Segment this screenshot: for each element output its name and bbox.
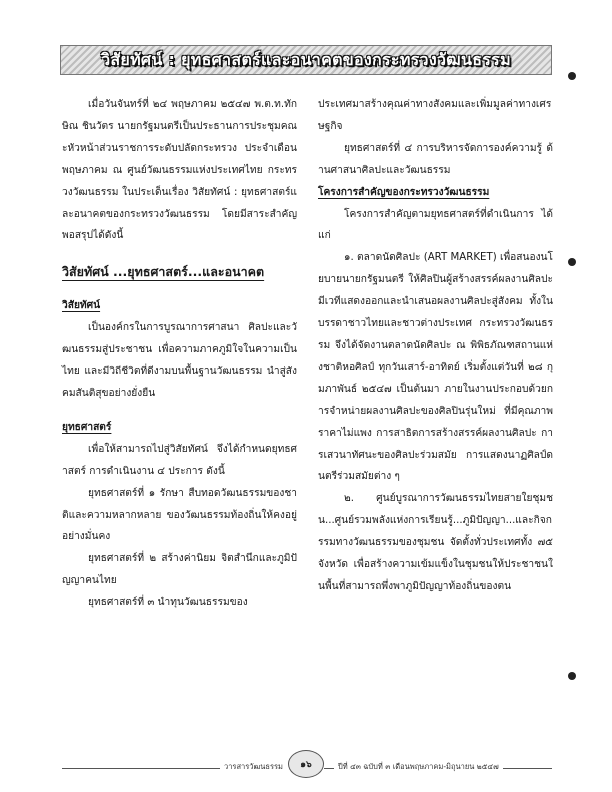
vision-paragraph: เป็นองค์กรในการบูรณาการศาสนา ศิลปะและวัฒนธรรมสู่ประชาชน เพื่อความภาคภูมิใจในความเป็นไทย และมีวิถีชีวิตที่ดีงามบนพื้นฐานวัฒนธรรม นำสู่สังคมสันติสุขอย่างยั่งยืน [62, 322, 297, 399]
strategy-1: ยุทธศาสตร์ที่ ๑ รักษา สืบทอดวัฒนธรรมของชาติและความหลากหลาย ของวัฒนธรรมท้องถิ่นให้คงอยู่อย่างมั่นคง [62, 487, 297, 543]
projects-intro: โครงการสำคัญตามยุทธศาสตร์ที่ดำเนินการ ได้แก่ [318, 208, 553, 242]
spacer [62, 405, 297, 417]
strategy-4: ยุทธศาสตร์ที่ ๔ การบริหารจัดการองค์ความรู้ ด้านศาสนาศิลปะและวัฒนธรรม [318, 142, 553, 176]
vision-label: วิสัยทัศน์ [62, 300, 101, 312]
margin-dot-middle [568, 258, 576, 266]
margin-dot-top [568, 72, 576, 80]
section-heading: วิสัยทัศน์ ...ยุทธศาสตร์...และอนาคต [62, 264, 265, 280]
title-banner [60, 45, 552, 75]
strategy-2: ยุทธศาสตร์ที่ ๒ สร้างค่านิยม จิตสำนึกและภูมิปัญญาคนไทย [62, 553, 297, 587]
strategy-3-continued: ประเทศมาสร้างคุณค่าทางสังคมและเพิ่มมูลค่าทางเศรษฐกิจ [318, 99, 552, 132]
intro-paragraph: เมื่อวันจันทร์ที่ ๒๔ พฤษภาคม ๒๕๔๗ พ.ต.ท.ทักษิณ ชินวัตร นายกรัฐมนตรีเป็นประธานการประชุมคณะหัวหน้าส่วนราชการระดับปลัดกระทรวง ประจำเดือนพฤษภาคม ณ ศูนย์วัฒนธรรมแห่งประเทศไทย กระทรวงวัฒนธรรม ในประเด็นเรื่อง วิสัยทัศน์ : ยุทธศาสตร์และอนาคตของกระทรวงวัฒนธรรม โดยมีสาระสำคัญ พอสรุปได้ดังนี้ [62, 99, 297, 242]
strategy-label: ยุทธศาสตร์ [62, 421, 112, 433]
article-title: วิสัยทัศน์ : ยุทธศาสตร์และอนาคตของกระทรวงวัฒนธรรม [101, 49, 511, 69]
strategy-intro: เพื่อให้สามารถไปสู่วิสัยทัศน์ จึงได้กำหนดยุทธศาสตร์ การดำเนินงาน ๔ ประการ ดังนี้ [62, 443, 297, 477]
page-number: ๑๖ [288, 750, 324, 778]
footer-issue-info: ปีที่ ๔๓ ฉบับที่ ๓ เดือนพฤษภาคม-มิถุนายน ๒๕๔๗ [334, 761, 503, 773]
footer-journal-name: วารสารวัฒนธรรม [220, 761, 287, 773]
margin-dot-bottom [568, 672, 576, 680]
projects-label: โครงการสำคัญของกระทรวงวัฒนธรรม [318, 186, 490, 198]
right-column [318, 94, 553, 598]
project-2: ๒. ศูนย์บูรณาการวัฒนธรรมไทยสายใยชุมชน...ศูนย์รวมพลังแห่งการเรียนรู้...ภูมิปัญญา...และกิจกรรมทางวัฒนธรรมของชุมชน จัดตั้งทั่วประเทศทั้ง ๗๕ จังหวัด เพื่อสร้างความเข้มแข็งในชุมชนให้ประชาชนในพื้นที่สามารถพึ่งพาภูมิปัญญาท้องถิ่นของตน [318, 493, 553, 592]
strategy-3: ยุทธศาสตร์ที่ ๓ นำทุนวัฒนธรรมของ [88, 597, 248, 609]
left-column [62, 94, 297, 614]
project-1: ๑. ตลาดนัดศิลปะ (ART MARKET) เพื่อสนองนโยบายนายกรัฐมนตรี ให้ศิลปินผู้สร้างสรรค์ผลงานศิลปะมีเวทีแสดงออกและนำเสนอผลงานศิลปะสู่สังคม ทั้งในบรรดาชาวไทยและชาวต่างประเทศ กระทรวงวัฒนธรรม จึงได้จัดงานตลาดนัดศิลปะ ณ พิพิธภัณฑสถานแห่งชาติหอศิลป์ ทุกวันเสาร์-อาทิตย์ เริ่มตั้งแต่วันที่ ๒๘ กุมภาพันธ์ ๒๕๔๗ เป็นต้นมา ภายในงานประกอบด้วยการจำหน่ายผลงานศิลปะของศิลปินรุ่นใหม่ ที่มีคุณภาพราคาไม่แพง การสาธิตการสร้างสรรค์ผลงานศิลปะ การเสวนาทัศนะของศิลปะร่วมสมัย การแสดงนาฏศิลป์ดนตรีร่วมสมัยต่าง ๆ [318, 252, 553, 483]
